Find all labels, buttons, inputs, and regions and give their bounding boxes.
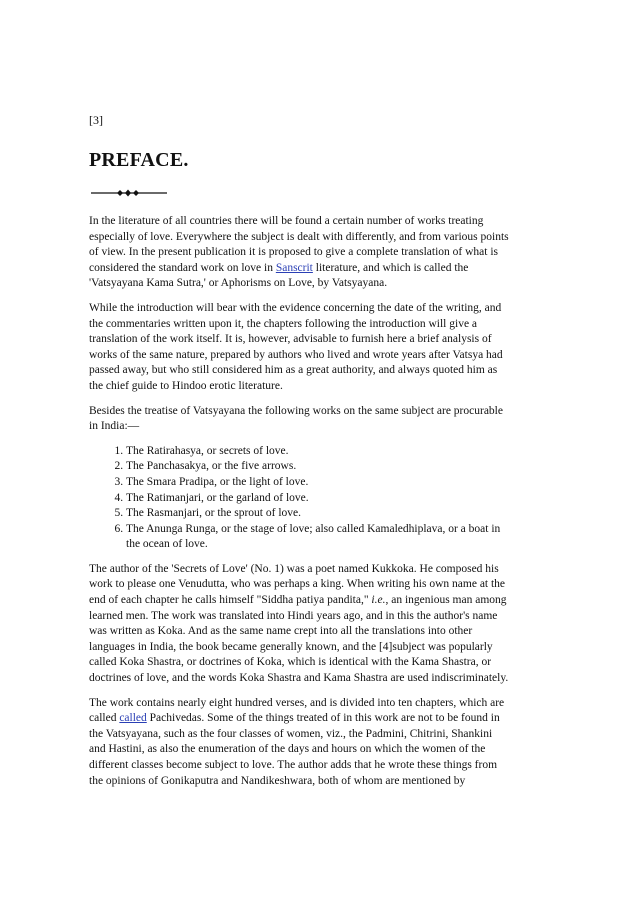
works-list [89,444,549,553]
p4-line-2: work to please one Venudutta, who was perhaps a king. When writing his own name at the [89,578,506,591]
list-item: 5. The Rasmanjari, or the sprout of love. [126,506,549,522]
list-item: 2. The Panchasakya, or the five arrows. [126,459,549,475]
p5-line-6: the opinions of Gonikaputra and Nandikeshwara, both of whom are mentioned by [89,774,466,787]
p1-line-4-pre: considered the standard work on love in [89,261,276,274]
p1-line-1: In the literature of all countries there will be found a certain number of works treating [89,215,484,227]
p1-line-4 [89,261,549,277]
page-number: [3] [89,113,103,127]
paragraph-5 [89,696,549,790]
p3-line-1: Besides the treatise of Vatsyayana the following works on the same subject are procurable [89,404,503,417]
ornamental-divider-icon [91,188,167,198]
list-item-6-line-1: 6. The Anunga Runga, or the stage of love; also called Kamaledhiplava, or a boat in [126,522,501,535]
list-item: 4. The Ratimanjari, or the garland of love. [126,491,549,507]
document-page [89,112,549,798]
p2-line-3: translation of the work itself. It is, however, advisable to furnish here a brief analysis of [89,333,492,346]
p4-line-3-pre: end of each chapter he calls himself "Siddha patiya pandita," [89,594,372,607]
p2-line-2: the commentaries written upon it, the chapters following the introduction will give a [89,317,478,330]
list-item [126,522,549,553]
p4-line-1: The author of the 'Secrets of Love' (No. 1) was a poet named Kukkoka. He composed his [89,562,499,575]
p4-line-4: learned men. The work was translated into Hindi years ago, and in this the author's name [89,609,498,622]
p5-line-2-post: Pachivedas. Some of the things treated of in this work are not to be found in [146,712,500,725]
p5-line-5: different classes become subject to love. The author adds that he wrote these things from [89,759,498,771]
p4-line-6: languages in India, the book became generally known, and the [4]subject was popularly [89,640,493,653]
p5-line-2-pre: called [89,712,120,725]
paragraph-4 [89,562,549,687]
called-link[interactable]: called [119,712,147,725]
p2-line-5: passed away, but who still considered him as a great authority, and always quoted him as [89,364,498,377]
p1-line-3: of view. In the present publication it is proposed to give a complete translation of what is [89,246,499,259]
p1-line-4-post: literature, and which is called the [312,261,469,274]
page-title: PREFACE. [89,149,189,171]
p4-line-8: doctrines of love, and the words Koka Shastra and Kama Shastra are used indiscriminately. [89,672,509,685]
p2-line-6: the chief guide to Hindoo erotic literature. [89,379,283,392]
p5-line-2 [89,711,549,727]
p4-line-3-post: , an ingenious man among [385,594,507,607]
list-item-6-line-2: the ocean of love. [126,538,208,551]
p4-line-3 [89,593,549,609]
p3-line-2: in India:— [89,420,140,433]
p4-line-7: called Koka Shastra, or doctrines of Koka, which is identical with the Kama Shastra, or [89,656,492,669]
p5-line-3: the Vatsyayana, such as the four classes of women, viz., the Padmini, Chitrini, Shankini [89,727,493,740]
p5-line-1: The work contains nearly eight hundred verses, and is divided into ten chapters, which are [89,696,505,709]
sanscrit-link[interactable]: Sanscrit [275,261,313,274]
p4-line-3-em: i.e. [371,594,386,607]
paragraph-1 [89,214,549,292]
p5-line-4: and Hastini, as also the enumeration of the days and hours on which the women of the [89,743,486,756]
p1-line-5: 'Vatsyayana Kama Sutra,' or Aphorisms on Love, by Vatsyayana. [89,277,388,290]
list-item: 3. The Smara Pradipa, or the light of love. [126,475,549,491]
p2-line-4: works of the same nature, prepared by authors who lived and wrote years after Vatsya had [89,348,503,361]
p1-line-2: especially of love. Everywhere the subject is dealt with differently, and from various points [89,230,509,243]
paragraph-3 [89,404,549,435]
p2-line-1: While the introduction will bear with the evidence concerning the date of the writing, and [89,301,502,314]
paragraph-2 [89,301,549,395]
p4-line-5: was written as Koka. And as the same name crept into all the translations into other [89,625,473,638]
list-item: 1. The Ratirahasya, or secrets of love. [126,444,549,460]
